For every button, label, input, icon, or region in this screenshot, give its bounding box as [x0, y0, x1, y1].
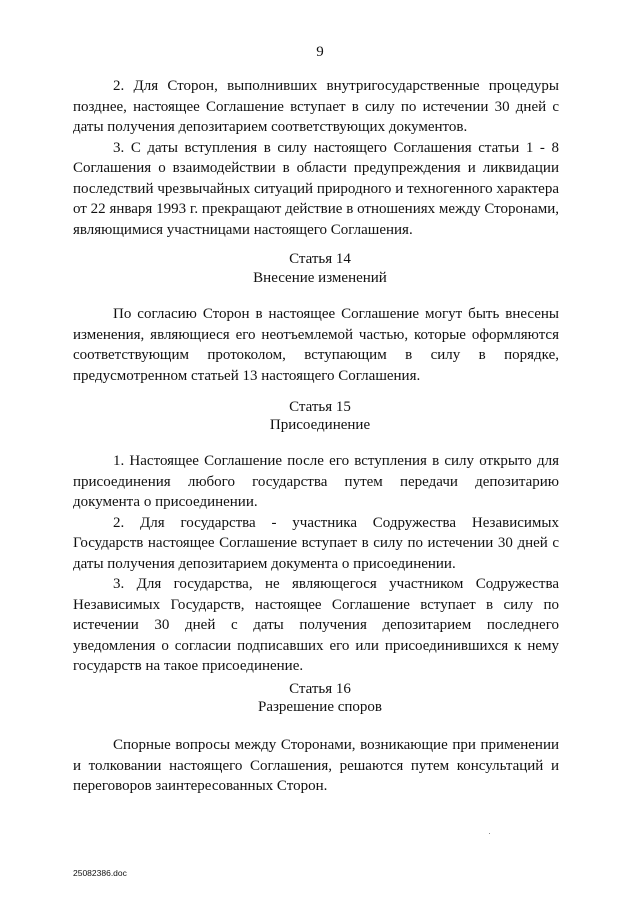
paragraph: 1. Настоящее Соглашение после его вступления в силу открыто для присоединения любого государства путем передачи депозитарию документа о присоединении. — [73, 453, 559, 510]
paragraph: 3. С даты вступления в силу настоящего Соглашения статьи 1 - 8 Соглашения о взаимодействии в области предупреждения и ликвидации последствий чрезвычайных ситуаций природного и техногенного характера от 22 января 1993 г. прекращают действие в отношениях между Сторонами, являющимися участницами настоящего Соглашения. — [73, 139, 559, 238]
article15-title: Присоединение — [269, 417, 371, 433]
article15-body — [73, 451, 559, 677]
paragraph: 2. Для государства - участника Содружества Независимых Государств настоящее Соглашение вступает в силу по истечении 30 дней с даты получения депозитарием документа о присоединении. — [73, 514, 559, 572]
article15-number: Статья 15 — [289, 399, 351, 415]
article14-number: Статья 14 — [289, 251, 351, 267]
article14-title: Внесение изменений — [253, 270, 387, 286]
scan-speck — [489, 833, 490, 834]
article14-body — [73, 304, 559, 386]
paragraph: По согласию Сторон в настоящее Соглашение могут быть внесены изменения, являющиеся его неотъемлемой частью, которые оформляются соответствующим протоколом, вступающим в силу в порядке, предусмотренном статьей 13 настоящего Соглашения. — [73, 306, 559, 384]
footer-filename: 25082386.doc — [73, 868, 127, 878]
article16-number: Статья 16 — [289, 681, 351, 697]
paragraph: 2. Для Сторон, выполнивших внутригосударственные процедуры позднее, настоящее Соглашение вступает в силу по истечении 30 дней с даты получения депозитарием соответствующих документов. — [73, 78, 559, 135]
page-number: 9 — [316, 44, 324, 60]
paragraph: Спорные вопросы между Сторонами, возникающие при применении и толковании настоящего Соглашения, решаются путем консультаций и переговоров заинтересованных Сторон. — [73, 737, 559, 794]
article13-continuation — [73, 76, 559, 240]
paragraph: 3. Для государства, не являющегося участником Содружества Независимых Государств, настоящее Соглашение вступает в силу по истечении 30 дней с даты получения депозитарием последнего уведомления о согласии подписавших его или присоединившихся к нему государств на такое присоединение. — [73, 576, 559, 674]
article16-title: Разрешение споров — [257, 699, 383, 715]
article16-body — [73, 735, 559, 797]
